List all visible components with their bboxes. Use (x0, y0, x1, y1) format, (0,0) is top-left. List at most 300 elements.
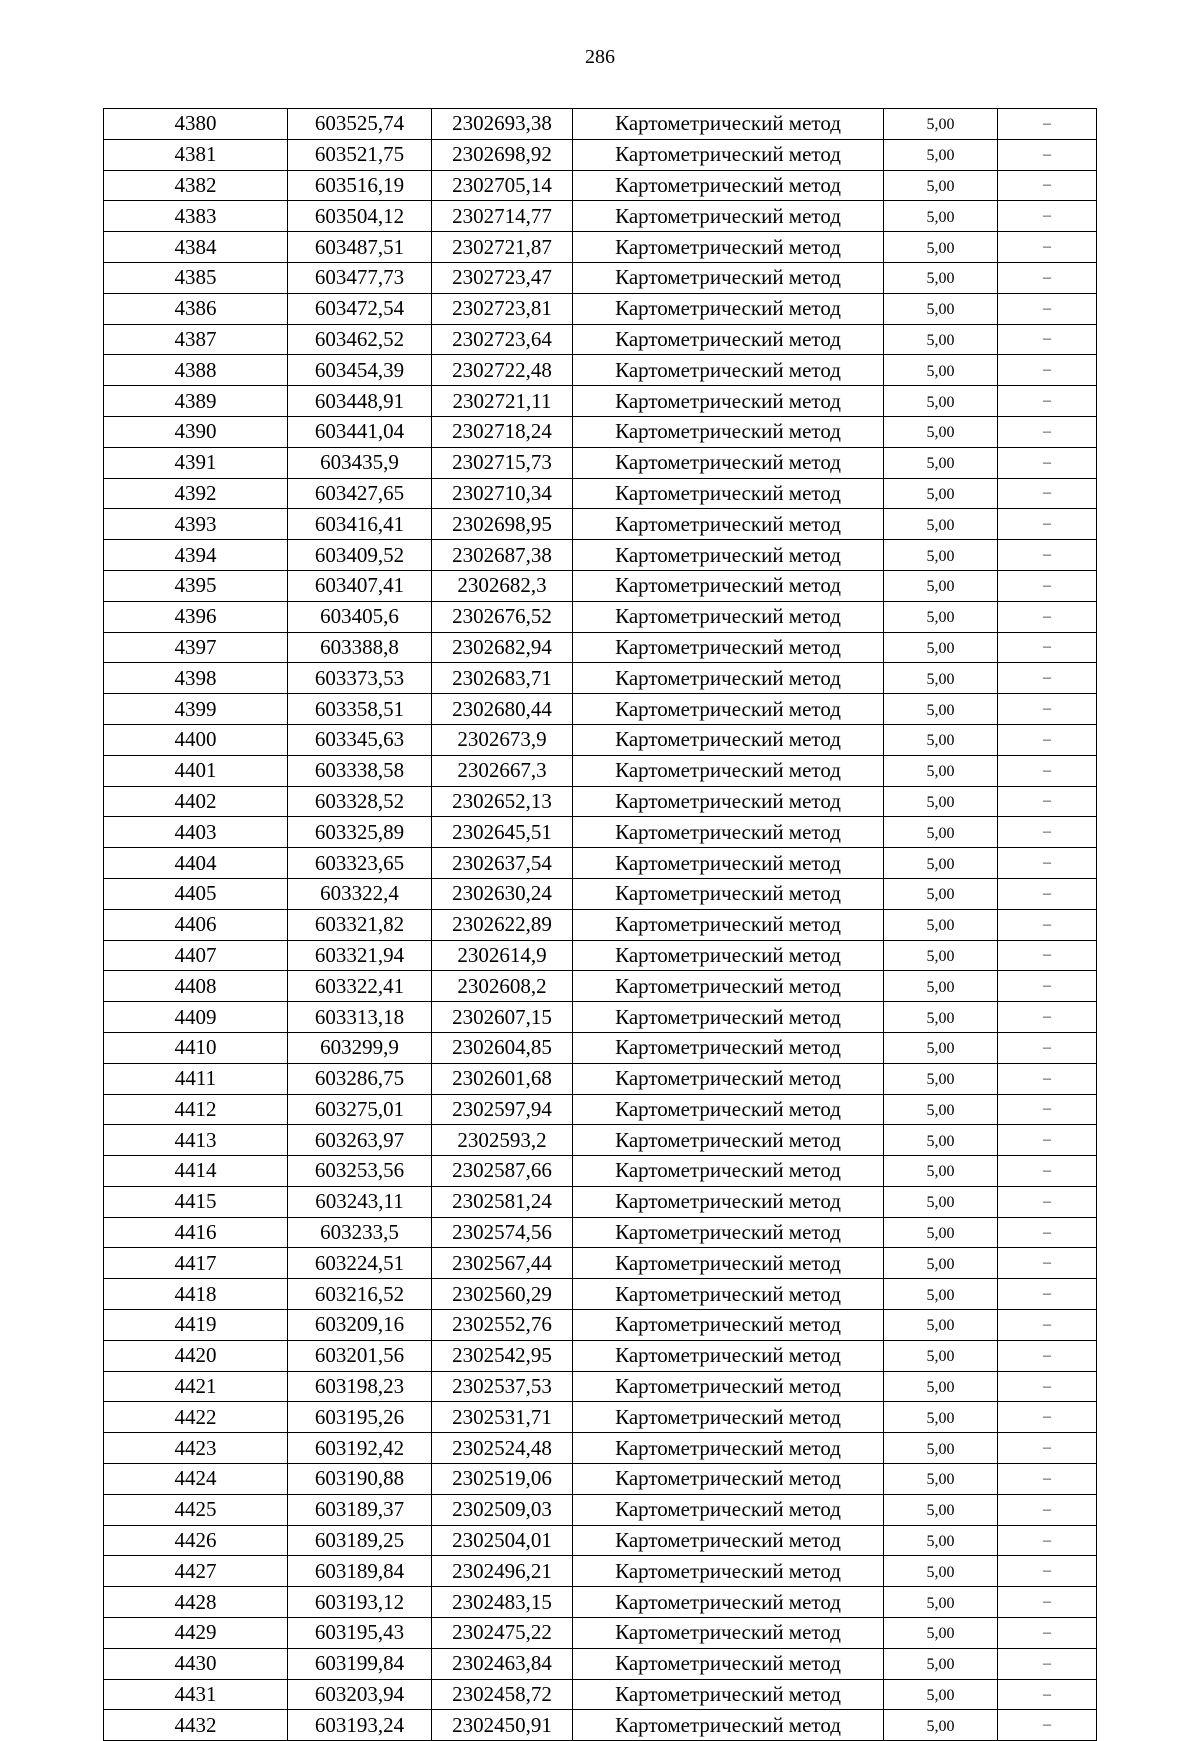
note-cell: – (998, 262, 1097, 293)
coordinate-y-cell: 2302496,21 (432, 1556, 573, 1587)
coordinate-x-cell: 603325,89 (288, 817, 432, 848)
note-cell: – (998, 909, 1097, 940)
accuracy-cell: 5,00 (884, 1371, 998, 1402)
accuracy-cell: 5,00 (884, 355, 998, 386)
coordinate-y-cell: 2302519,06 (432, 1464, 573, 1495)
point-number-cell: 4392 (104, 478, 288, 509)
coordinate-y-cell: 2302698,92 (432, 139, 573, 170)
point-number-cell: 4421 (104, 1371, 288, 1402)
method-cell: Картометрический метод (573, 1186, 884, 1217)
point-number-cell: 4431 (104, 1679, 288, 1710)
accuracy-cell: 5,00 (884, 570, 998, 601)
coordinate-y-cell: 2302722,48 (432, 355, 573, 386)
coordinate-y-cell: 2302683,71 (432, 663, 573, 694)
accuracy-cell: 5,00 (884, 940, 998, 971)
table-row (104, 1679, 1097, 1710)
coordinate-y-cell: 2302721,11 (432, 386, 573, 417)
accuracy-cell: 5,00 (884, 1587, 998, 1618)
table-row (104, 1525, 1097, 1556)
point-number-cell: 4424 (104, 1464, 288, 1495)
table-row (104, 878, 1097, 909)
coordinate-x-cell: 603189,84 (288, 1556, 432, 1587)
coordinate-y-cell: 2302676,52 (432, 601, 573, 632)
point-number-cell: 4406 (104, 909, 288, 940)
table-row (104, 1094, 1097, 1125)
note-cell: – (998, 1679, 1097, 1710)
accuracy-cell: 5,00 (884, 478, 998, 509)
point-number-cell: 4388 (104, 355, 288, 386)
coordinate-x-cell: 603322,41 (288, 971, 432, 1002)
table-row (104, 1217, 1097, 1248)
note-cell: – (998, 1371, 1097, 1402)
note-cell: – (998, 1340, 1097, 1371)
note-cell: – (998, 1618, 1097, 1649)
coordinate-y-cell: 2302693,38 (432, 109, 573, 140)
method-cell: Картометрический метод (573, 139, 884, 170)
method-cell: Картометрический метод (573, 755, 884, 786)
method-cell: Картометрический метод (573, 386, 884, 417)
accuracy-cell: 5,00 (884, 1433, 998, 1464)
method-cell: Картометрический метод (573, 1648, 884, 1679)
accuracy-cell: 5,00 (884, 971, 998, 1002)
note-cell: – (998, 940, 1097, 971)
point-number-cell: 4420 (104, 1340, 288, 1371)
point-number-cell: 4419 (104, 1310, 288, 1341)
point-number-cell: 4387 (104, 324, 288, 355)
accuracy-cell: 5,00 (884, 1310, 998, 1341)
table-row (104, 509, 1097, 540)
accuracy-cell: 5,00 (884, 909, 998, 940)
accuracy-cell: 5,00 (884, 540, 998, 571)
method-cell: Картометрический метод (573, 817, 884, 848)
table-row (104, 817, 1097, 848)
note-cell: – (998, 694, 1097, 725)
point-number-cell: 4414 (104, 1156, 288, 1187)
method-cell: Картометрический метод (573, 1618, 884, 1649)
method-cell: Картометрический метод (573, 509, 884, 540)
table-row (104, 1587, 1097, 1618)
coordinate-x-cell: 603189,25 (288, 1525, 432, 1556)
note-cell: – (998, 416, 1097, 447)
coordinate-x-cell: 603189,37 (288, 1494, 432, 1525)
table-row (104, 601, 1097, 632)
point-number-cell: 4408 (104, 971, 288, 1002)
coordinate-y-cell: 2302537,53 (432, 1371, 573, 1402)
point-number-cell: 4394 (104, 540, 288, 571)
point-number-cell: 4395 (104, 570, 288, 601)
note-cell: – (998, 540, 1097, 571)
method-cell: Картометрический метод (573, 570, 884, 601)
coordinate-y-cell: 2302622,89 (432, 909, 573, 940)
coordinate-x-cell: 603373,53 (288, 663, 432, 694)
coordinate-y-cell: 2302593,2 (432, 1125, 573, 1156)
method-cell: Картометрический метод (573, 1063, 884, 1094)
coordinate-x-cell: 603323,65 (288, 848, 432, 879)
coordinate-y-cell: 2302567,44 (432, 1248, 573, 1279)
table-row (104, 1464, 1097, 1495)
table-row (104, 355, 1097, 386)
table-row (104, 1371, 1097, 1402)
table-row (104, 1618, 1097, 1649)
method-cell: Картометрический метод (573, 293, 884, 324)
accuracy-cell: 5,00 (884, 878, 998, 909)
table-row (104, 848, 1097, 879)
accuracy-cell: 5,00 (884, 786, 998, 817)
coordinate-y-cell: 2302715,73 (432, 447, 573, 478)
table-row (104, 1494, 1097, 1525)
point-number-cell: 4427 (104, 1556, 288, 1587)
accuracy-cell: 5,00 (884, 1279, 998, 1310)
coordinate-y-cell: 2302645,51 (432, 817, 573, 848)
method-cell: Картометрический метод (573, 1156, 884, 1187)
note-cell: – (998, 386, 1097, 417)
coordinates-table (103, 108, 1097, 1741)
coordinate-y-cell: 2302608,2 (432, 971, 573, 1002)
note-cell: – (998, 1186, 1097, 1217)
note-cell: – (998, 1494, 1097, 1525)
accuracy-cell: 5,00 (884, 1340, 998, 1371)
accuracy-cell: 5,00 (884, 1217, 998, 1248)
coordinate-y-cell: 2302531,71 (432, 1402, 573, 1433)
note-cell: – (998, 971, 1097, 1002)
coordinate-x-cell: 603233,5 (288, 1217, 432, 1248)
coordinate-x-cell: 603190,88 (288, 1464, 432, 1495)
accuracy-cell: 5,00 (884, 1002, 998, 1033)
point-number-cell: 4430 (104, 1648, 288, 1679)
method-cell: Картометрический метод (573, 1494, 884, 1525)
coordinate-x-cell: 603313,18 (288, 1002, 432, 1033)
point-number-cell: 4390 (104, 416, 288, 447)
coordinate-y-cell: 2302524,48 (432, 1433, 573, 1464)
table-row (104, 570, 1097, 601)
table-row (104, 1186, 1097, 1217)
point-number-cell: 4401 (104, 755, 288, 786)
page-number: 286 (585, 46, 615, 68)
table-row (104, 786, 1097, 817)
note-cell: – (998, 570, 1097, 601)
point-number-cell: 4383 (104, 201, 288, 232)
accuracy-cell: 5,00 (884, 632, 998, 663)
method-cell: Картометрический метод (573, 971, 884, 1002)
coordinate-x-cell: 603427,65 (288, 478, 432, 509)
coordinate-x-cell: 603275,01 (288, 1094, 432, 1125)
point-number-cell: 4422 (104, 1402, 288, 1433)
coordinate-x-cell: 603322,4 (288, 878, 432, 909)
note-cell: – (998, 1125, 1097, 1156)
point-number-cell: 4425 (104, 1494, 288, 1525)
table-row (104, 909, 1097, 940)
accuracy-cell: 5,00 (884, 1156, 998, 1187)
coordinate-x-cell: 603345,63 (288, 724, 432, 755)
method-cell: Картометрический метод (573, 1032, 884, 1063)
coordinate-x-cell: 603203,94 (288, 1679, 432, 1710)
note-cell: – (998, 232, 1097, 263)
note-cell: – (998, 1402, 1097, 1433)
accuracy-cell: 5,00 (884, 262, 998, 293)
accuracy-cell: 5,00 (884, 109, 998, 140)
coordinate-x-cell: 603441,04 (288, 416, 432, 447)
method-cell: Картометрический метод (573, 1094, 884, 1125)
coordinate-y-cell: 2302509,03 (432, 1494, 573, 1525)
method-cell: Картометрический метод (573, 1402, 884, 1433)
accuracy-cell: 5,00 (884, 1063, 998, 1094)
note-cell: – (998, 201, 1097, 232)
method-cell: Картометрический метод (573, 232, 884, 263)
accuracy-cell: 5,00 (884, 1525, 998, 1556)
accuracy-cell: 5,00 (884, 139, 998, 170)
method-cell: Картометрический метод (573, 1464, 884, 1495)
method-cell: Картометрический метод (573, 940, 884, 971)
accuracy-cell: 5,00 (884, 694, 998, 725)
method-cell: Картометрический метод (573, 201, 884, 232)
point-number-cell: 4385 (104, 262, 288, 293)
accuracy-cell: 5,00 (884, 1710, 998, 1741)
coordinate-x-cell: 603448,91 (288, 386, 432, 417)
method-cell: Картометрический метод (573, 1217, 884, 1248)
point-number-cell: 4407 (104, 940, 288, 971)
coordinate-y-cell: 2302714,77 (432, 201, 573, 232)
point-number-cell: 4411 (104, 1063, 288, 1094)
accuracy-cell: 5,00 (884, 1125, 998, 1156)
table-row (104, 1648, 1097, 1679)
coordinate-x-cell: 603201,56 (288, 1340, 432, 1371)
note-cell: – (998, 632, 1097, 663)
method-cell: Картометрический метод (573, 447, 884, 478)
method-cell: Картометрический метод (573, 909, 884, 940)
accuracy-cell: 5,00 (884, 817, 998, 848)
note-cell: – (998, 878, 1097, 909)
coordinate-x-cell: 603516,19 (288, 170, 432, 201)
coordinate-x-cell: 603321,94 (288, 940, 432, 971)
coordinate-y-cell: 2302560,29 (432, 1279, 573, 1310)
table-row (104, 1156, 1097, 1187)
coordinate-x-cell: 603409,52 (288, 540, 432, 571)
coordinate-y-cell: 2302718,24 (432, 416, 573, 447)
note-cell: – (998, 1248, 1097, 1279)
accuracy-cell: 5,00 (884, 232, 998, 263)
note-cell: – (998, 1094, 1097, 1125)
coordinate-y-cell: 2302673,9 (432, 724, 573, 755)
note-cell: – (998, 786, 1097, 817)
table-row (104, 971, 1097, 1002)
note-cell: – (998, 324, 1097, 355)
coordinate-y-cell: 2302614,9 (432, 940, 573, 971)
accuracy-cell: 5,00 (884, 1094, 998, 1125)
note-cell: – (998, 447, 1097, 478)
accuracy-cell: 5,00 (884, 663, 998, 694)
method-cell: Картометрический метод (573, 601, 884, 632)
table-row (104, 1433, 1097, 1464)
table-row (104, 540, 1097, 571)
method-cell: Картометрический метод (573, 1710, 884, 1741)
accuracy-cell: 5,00 (884, 386, 998, 417)
coordinate-x-cell: 603416,41 (288, 509, 432, 540)
method-cell: Картометрический метод (573, 262, 884, 293)
coordinate-y-cell: 2302581,24 (432, 1186, 573, 1217)
table-row (104, 386, 1097, 417)
coordinate-y-cell: 2302721,87 (432, 232, 573, 263)
table-row (104, 324, 1097, 355)
coordinate-x-cell: 603253,56 (288, 1156, 432, 1187)
coordinate-y-cell: 2302574,56 (432, 1217, 573, 1248)
note-cell: – (998, 1217, 1097, 1248)
coordinates-table-body (104, 109, 1097, 1741)
table-row (104, 170, 1097, 201)
accuracy-cell: 5,00 (884, 848, 998, 879)
coordinate-x-cell: 603454,39 (288, 355, 432, 386)
point-number-cell: 4417 (104, 1248, 288, 1279)
point-number-cell: 4429 (104, 1618, 288, 1649)
point-number-cell: 4386 (104, 293, 288, 324)
table-row (104, 293, 1097, 324)
note-cell: – (998, 1433, 1097, 1464)
accuracy-cell: 5,00 (884, 1032, 998, 1063)
accuracy-cell: 5,00 (884, 447, 998, 478)
method-cell: Картометрический метод (573, 1340, 884, 1371)
note-cell: – (998, 1525, 1097, 1556)
coordinate-y-cell: 2302601,68 (432, 1063, 573, 1094)
coordinate-y-cell: 2302604,85 (432, 1032, 573, 1063)
coordinate-y-cell: 2302587,66 (432, 1156, 573, 1187)
accuracy-cell: 5,00 (884, 601, 998, 632)
table-row (104, 478, 1097, 509)
note-cell: – (998, 601, 1097, 632)
table-row (104, 1402, 1097, 1433)
method-cell: Картометрический метод (573, 632, 884, 663)
note-cell: – (998, 1002, 1097, 1033)
point-number-cell: 4423 (104, 1433, 288, 1464)
coordinate-y-cell: 2302667,3 (432, 755, 573, 786)
method-cell: Картометрический метод (573, 848, 884, 879)
table-row (104, 1002, 1097, 1033)
table-row (104, 755, 1097, 786)
table-row (104, 1279, 1097, 1310)
table-row (104, 1310, 1097, 1341)
note-cell: – (998, 478, 1097, 509)
note-cell: – (998, 1032, 1097, 1063)
method-cell: Картометрический метод (573, 1679, 884, 1710)
coordinate-x-cell: 603407,41 (288, 570, 432, 601)
table-row (104, 1248, 1097, 1279)
table-row (104, 109, 1097, 140)
point-number-cell: 4384 (104, 232, 288, 263)
coordinate-y-cell: 2302637,54 (432, 848, 573, 879)
note-cell: – (998, 293, 1097, 324)
note-cell: – (998, 355, 1097, 386)
coordinate-y-cell: 2302597,94 (432, 1094, 573, 1125)
coordinate-x-cell: 603435,9 (288, 447, 432, 478)
table-row (104, 139, 1097, 170)
note-cell: – (998, 1587, 1097, 1618)
accuracy-cell: 5,00 (884, 509, 998, 540)
coordinate-x-cell: 603388,8 (288, 632, 432, 663)
note-cell: – (998, 509, 1097, 540)
table-row (104, 1710, 1097, 1741)
method-cell: Картометрический метод (573, 1310, 884, 1341)
point-number-cell: 4418 (104, 1279, 288, 1310)
table-row (104, 1556, 1097, 1587)
accuracy-cell: 5,00 (884, 201, 998, 232)
coordinate-x-cell: 603216,52 (288, 1279, 432, 1310)
note-cell: – (998, 1464, 1097, 1495)
method-cell: Картометрический метод (573, 1248, 884, 1279)
coordinate-x-cell: 603224,51 (288, 1248, 432, 1279)
method-cell: Картометрический метод (573, 1279, 884, 1310)
table-row (104, 447, 1097, 478)
note-cell: – (998, 139, 1097, 170)
coordinate-x-cell: 603263,97 (288, 1125, 432, 1156)
point-number-cell: 4412 (104, 1094, 288, 1125)
accuracy-cell: 5,00 (884, 293, 998, 324)
coordinate-y-cell: 2302723,47 (432, 262, 573, 293)
coordinate-y-cell: 2302698,95 (432, 509, 573, 540)
note-cell: – (998, 1156, 1097, 1187)
coordinate-x-cell: 603487,51 (288, 232, 432, 263)
method-cell: Картометрический метод (573, 1556, 884, 1587)
note-cell: – (998, 817, 1097, 848)
note-cell: – (998, 663, 1097, 694)
coordinate-y-cell: 2302458,72 (432, 1679, 573, 1710)
table-row (104, 694, 1097, 725)
method-cell: Картометрический метод (573, 478, 884, 509)
coordinate-y-cell: 2302705,14 (432, 170, 573, 201)
table-row (104, 632, 1097, 663)
coordinate-x-cell: 603193,24 (288, 1710, 432, 1741)
coordinate-y-cell: 2302542,95 (432, 1340, 573, 1371)
method-cell: Картометрический метод (573, 694, 884, 725)
method-cell: Картометрический метод (573, 1525, 884, 1556)
method-cell: Картометрический метод (573, 1433, 884, 1464)
coordinate-x-cell: 603472,54 (288, 293, 432, 324)
coordinate-y-cell: 2302607,15 (432, 1002, 573, 1033)
coordinate-x-cell: 603286,75 (288, 1063, 432, 1094)
point-number-cell: 4400 (104, 724, 288, 755)
coordinate-y-cell: 2302475,22 (432, 1618, 573, 1649)
point-number-cell: 4381 (104, 139, 288, 170)
coordinate-y-cell: 2302682,3 (432, 570, 573, 601)
table-row (104, 232, 1097, 263)
coordinate-y-cell: 2302630,24 (432, 878, 573, 909)
point-number-cell: 4402 (104, 786, 288, 817)
method-cell: Картометрический метод (573, 878, 884, 909)
table-row (104, 201, 1097, 232)
point-number-cell: 4415 (104, 1186, 288, 1217)
coordinate-x-cell: 603192,42 (288, 1433, 432, 1464)
table-row (104, 1125, 1097, 1156)
accuracy-cell: 5,00 (884, 1186, 998, 1217)
coordinate-x-cell: 603199,84 (288, 1648, 432, 1679)
method-cell: Картометрический метод (573, 1371, 884, 1402)
point-number-cell: 4393 (104, 509, 288, 540)
coordinate-x-cell: 603195,43 (288, 1618, 432, 1649)
coordinate-y-cell: 2302652,13 (432, 786, 573, 817)
method-cell: Картометрический метод (573, 324, 884, 355)
coordinate-x-cell: 603462,52 (288, 324, 432, 355)
note-cell: – (998, 170, 1097, 201)
point-number-cell: 4405 (104, 878, 288, 909)
coordinate-x-cell: 603504,12 (288, 201, 432, 232)
coordinate-y-cell: 2302682,94 (432, 632, 573, 663)
coordinate-y-cell: 2302552,76 (432, 1310, 573, 1341)
accuracy-cell: 5,00 (884, 1402, 998, 1433)
note-cell: – (998, 724, 1097, 755)
point-number-cell: 4396 (104, 601, 288, 632)
accuracy-cell: 5,00 (884, 416, 998, 447)
table-row (104, 262, 1097, 293)
accuracy-cell: 5,00 (884, 1248, 998, 1279)
method-cell: Картометрический метод (573, 170, 884, 201)
accuracy-cell: 5,00 (884, 1679, 998, 1710)
